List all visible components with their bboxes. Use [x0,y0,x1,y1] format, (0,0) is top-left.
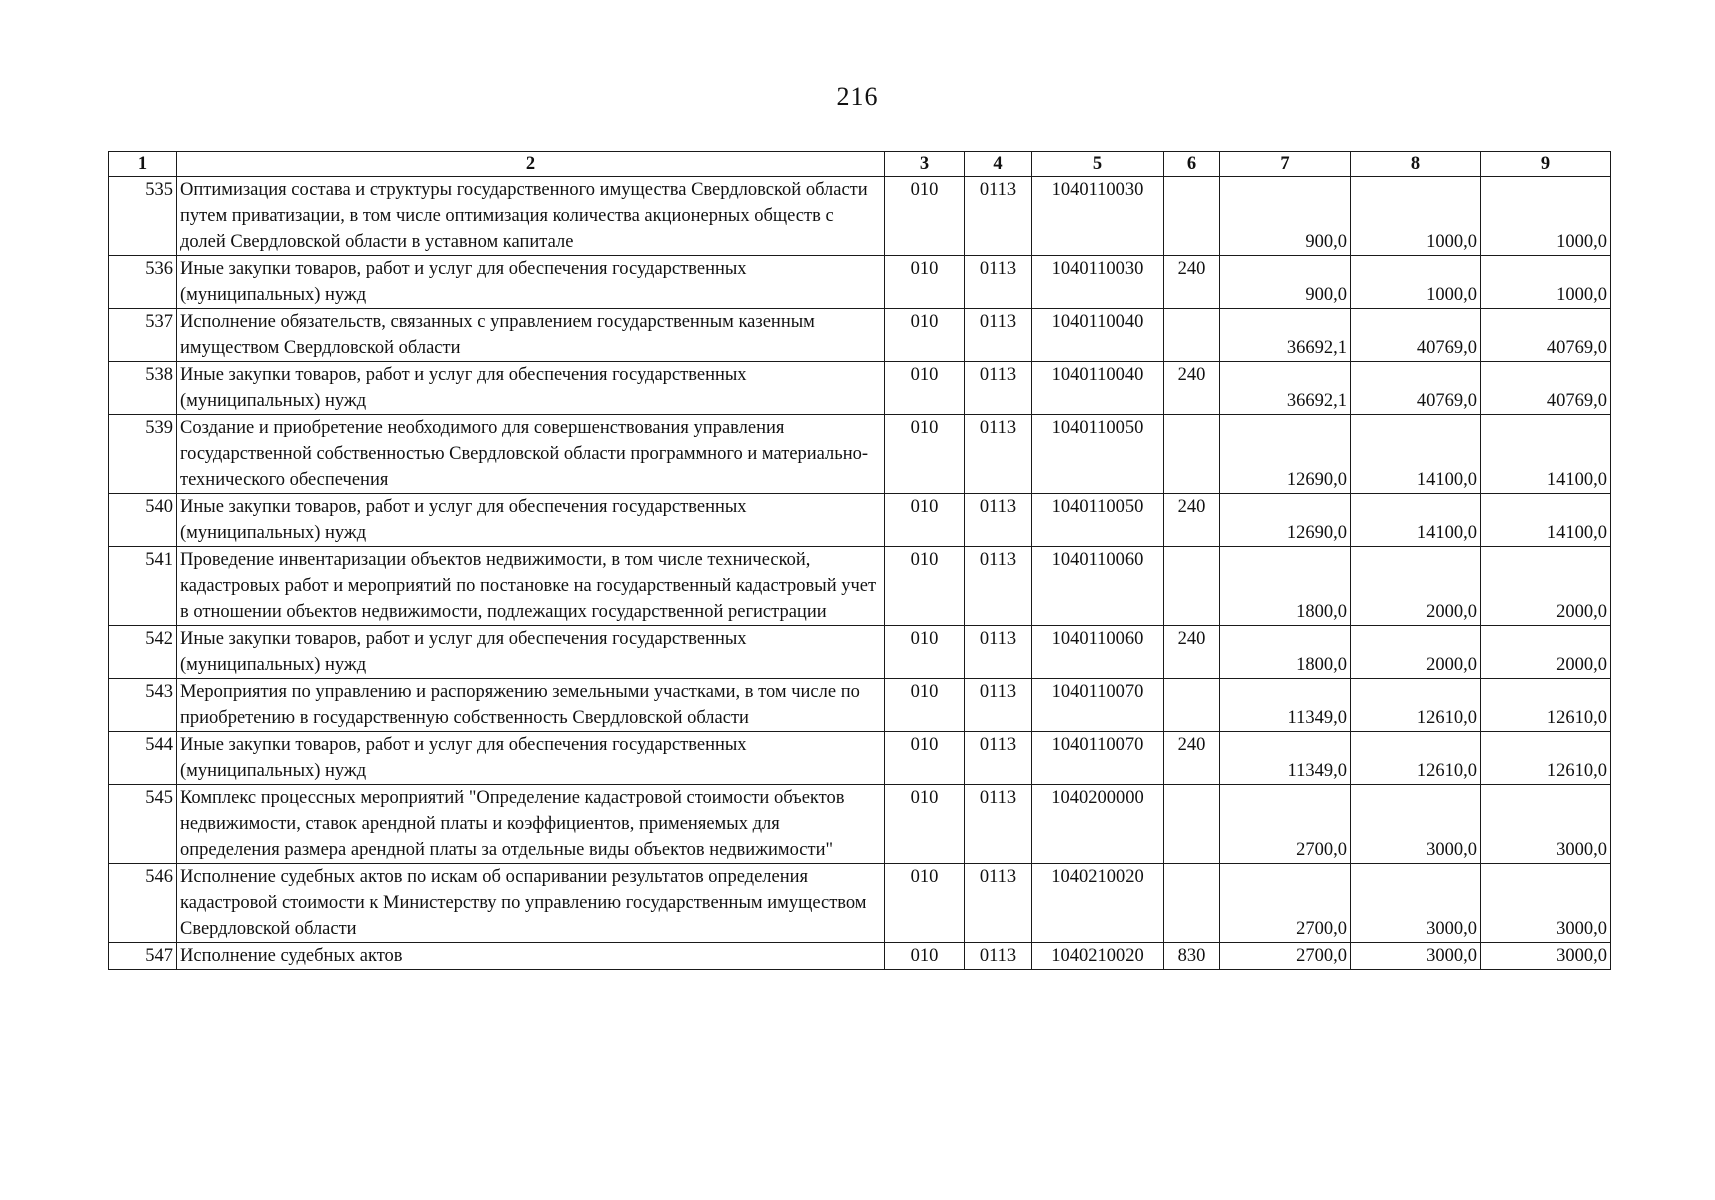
ministry-code: 010 [885,415,965,494]
ministry-code: 010 [885,943,965,970]
column-header: 4 [965,152,1032,177]
amount-year-2: 40769,0 [1351,362,1481,415]
row-description: Комплекс процессных мероприятий "Определение кадастровой стоимости объектов недвижимости, ставок арендной платы и коэффициентов, применяемых для определения размера арендной платы за отдельные виды объектов недвижимости" [177,785,885,864]
row-description: Иные закупки товаров, работ и услуг для обеспечения государственных (муниципальных) нужд [177,256,885,309]
row-number: 535 [109,177,177,256]
row-description: Иные закупки товаров, работ и услуг для обеспечения государственных (муниципальных) нужд [177,362,885,415]
section-code: 0113 [965,626,1032,679]
expense-type-code [1164,679,1220,732]
column-header: 1 [109,152,177,177]
section-code: 0113 [965,256,1032,309]
expense-type-code [1164,864,1220,943]
section-code: 0113 [965,547,1032,626]
amount-year-1: 36692,1 [1220,309,1351,362]
target-article-code: 1040210020 [1032,943,1164,970]
amount-year-3: 40769,0 [1481,362,1611,415]
row-number: 538 [109,362,177,415]
row-description: Мероприятия по управлению и распоряжению земельными участками, в том числе по приобретению в государственную собственность Свердловской области [177,679,885,732]
ministry-code: 010 [885,785,965,864]
section-code: 0113 [965,415,1032,494]
section-code: 0113 [965,785,1032,864]
amount-year-1: 2700,0 [1220,864,1351,943]
amount-year-3: 1000,0 [1481,256,1611,309]
amount-year-2: 3000,0 [1351,785,1481,864]
section-code: 0113 [965,309,1032,362]
column-header: 8 [1351,152,1481,177]
budget-table [108,151,1611,970]
row-number: 539 [109,415,177,494]
row-description: Исполнение судебных актов [177,943,885,970]
row-number: 543 [109,679,177,732]
column-header: 7 [1220,152,1351,177]
row-number: 536 [109,256,177,309]
ministry-code: 010 [885,256,965,309]
row-number: 547 [109,943,177,970]
table-row [109,943,1611,970]
table-row [109,494,1611,547]
column-header: 3 [885,152,965,177]
row-number: 537 [109,309,177,362]
ministry-code: 010 [885,494,965,547]
table-row [109,177,1611,256]
section-code: 0113 [965,864,1032,943]
table-row [109,626,1611,679]
ministry-code: 010 [885,626,965,679]
table-row [109,256,1611,309]
page-number: 216 [836,82,879,111]
expense-type-code [1164,177,1220,256]
ministry-code: 010 [885,864,965,943]
amount-year-1: 11349,0 [1220,679,1351,732]
row-description: Исполнение обязательств, связанных с управлением государственным казенным имуществом Свердловской области [177,309,885,362]
row-number: 544 [109,732,177,785]
row-number: 541 [109,547,177,626]
amount-year-2: 12610,0 [1351,732,1481,785]
section-code: 0113 [965,943,1032,970]
amount-year-3: 40769,0 [1481,309,1611,362]
expense-type-code [1164,785,1220,864]
section-code: 0113 [965,679,1032,732]
ministry-code: 010 [885,177,965,256]
amount-year-2: 2000,0 [1351,626,1481,679]
section-code: 0113 [965,177,1032,256]
amount-year-2: 14100,0 [1351,415,1481,494]
amount-year-2: 3000,0 [1351,943,1481,970]
ministry-code: 010 [885,679,965,732]
table-row [109,309,1611,362]
amount-year-1: 1800,0 [1220,547,1351,626]
row-description: Исполнение судебных актов по искам об оспаривании результатов определения кадастровой стоимости к Министерству по управлению государственным имуществом Свердловской области [177,864,885,943]
amount-year-1: 1800,0 [1220,626,1351,679]
amount-year-1: 2700,0 [1220,785,1351,864]
target-article-code: 1040110070 [1032,732,1164,785]
table-row [109,547,1611,626]
ministry-code: 010 [885,309,965,362]
amount-year-3: 14100,0 [1481,494,1611,547]
section-code: 0113 [965,362,1032,415]
row-number: 542 [109,626,177,679]
amount-year-2: 12610,0 [1351,679,1481,732]
row-number: 540 [109,494,177,547]
amount-year-3: 1000,0 [1481,177,1611,256]
ministry-code: 010 [885,547,965,626]
column-header: 6 [1164,152,1220,177]
amount-year-3: 3000,0 [1481,785,1611,864]
amount-year-1: 12690,0 [1220,415,1351,494]
expense-type-code [1164,547,1220,626]
section-code: 0113 [965,494,1032,547]
table-row [109,415,1611,494]
amount-year-3: 12610,0 [1481,732,1611,785]
table-row [109,785,1611,864]
table-row [109,362,1611,415]
header-row [109,152,1611,177]
amount-year-3: 2000,0 [1481,547,1611,626]
row-description: Иные закупки товаров, работ и услуг для обеспечения государственных (муниципальных) нужд [177,494,885,547]
expense-type-code [1164,309,1220,362]
amount-year-1: 11349,0 [1220,732,1351,785]
row-number: 545 [109,785,177,864]
row-description: Оптимизация состава и структуры государственного имущества Свердловской области путем приватизации, в том числе оптимизация количества акционерных обществ с долей Свердловской области в уставном капитале [177,177,885,256]
table-row [109,679,1611,732]
target-article-code: 1040110030 [1032,256,1164,309]
ministry-code: 010 [885,362,965,415]
amount-year-1: 900,0 [1220,256,1351,309]
amount-year-2: 1000,0 [1351,177,1481,256]
expense-type-code: 240 [1164,732,1220,785]
target-article-code: 1040110050 [1032,494,1164,547]
amount-year-1: 2700,0 [1220,943,1351,970]
row-description: Иные закупки товаров, работ и услуг для обеспечения государственных (муниципальных) нужд [177,732,885,785]
expense-type-code: 240 [1164,494,1220,547]
amount-year-3: 12610,0 [1481,679,1611,732]
row-number: 546 [109,864,177,943]
amount-year-1: 900,0 [1220,177,1351,256]
target-article-code: 1040110060 [1032,547,1164,626]
expense-type-code: 240 [1164,256,1220,309]
section-code: 0113 [965,732,1032,785]
column-header: 2 [177,152,885,177]
ministry-code: 010 [885,732,965,785]
amount-year-3: 3000,0 [1481,864,1611,943]
amount-year-3: 14100,0 [1481,415,1611,494]
row-description: Создание и приобретение необходимого для совершенствования управления государственной собственностью Свердловской области программного и материально-технического обеспечения [177,415,885,494]
amount-year-2: 40769,0 [1351,309,1481,362]
table-row [109,732,1611,785]
target-article-code: 1040110030 [1032,177,1164,256]
table-body [109,177,1611,970]
amount-year-1: 36692,1 [1220,362,1351,415]
amount-year-3: 3000,0 [1481,943,1611,970]
table-row [109,864,1611,943]
amount-year-2: 1000,0 [1351,256,1481,309]
target-article-code: 1040110040 [1032,309,1164,362]
expense-type-code [1164,415,1220,494]
target-article-code: 1040110040 [1032,362,1164,415]
column-header: 9 [1481,152,1611,177]
amount-year-2: 14100,0 [1351,494,1481,547]
row-description: Проведение инвентаризации объектов недвижимости, в том числе технической, кадастровых работ и мероприятий по постановке на государственный кадастровый учет в отношении объектов недвижимости, подлежащих государственной регистрации [177,547,885,626]
target-article-code: 1040210020 [1032,864,1164,943]
target-article-code: 1040200000 [1032,785,1164,864]
amount-year-1: 12690,0 [1220,494,1351,547]
amount-year-2: 3000,0 [1351,864,1481,943]
amount-year-3: 2000,0 [1481,626,1611,679]
amount-year-2: 2000,0 [1351,547,1481,626]
target-article-code: 1040110070 [1032,679,1164,732]
target-article-code: 1040110050 [1032,415,1164,494]
expense-type-code: 830 [1164,943,1220,970]
row-description: Иные закупки товаров, работ и услуг для обеспечения государственных (муниципальных) нужд [177,626,885,679]
column-header: 5 [1032,152,1164,177]
target-article-code: 1040110060 [1032,626,1164,679]
expense-type-code: 240 [1164,362,1220,415]
expense-type-code: 240 [1164,626,1220,679]
